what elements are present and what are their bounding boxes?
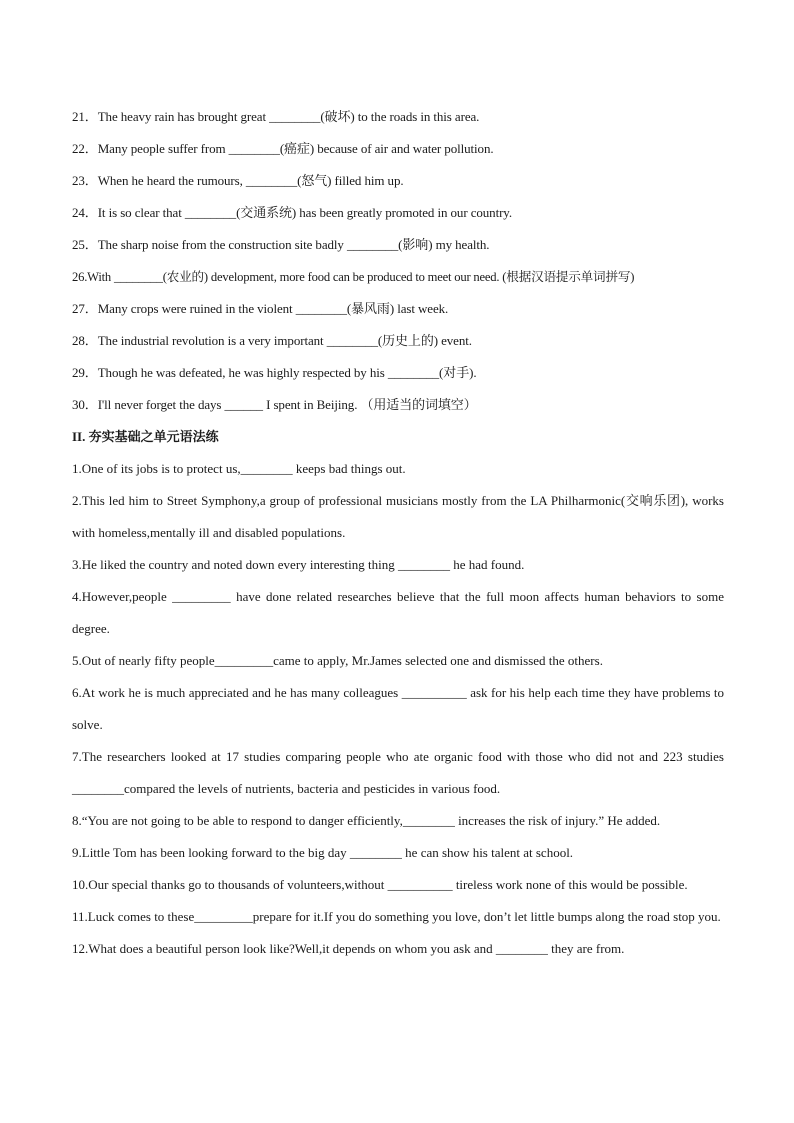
section-2-heading: II. 夯实基础之单元语法练 [72, 429, 219, 444]
question-22: 22．Many people suffer from ________(癌症) because of air and water pollution. [72, 141, 494, 156]
grammar-question-1: 1.One of its jobs is to protect us,________ keeps bad things out. [72, 461, 406, 476]
grammar-question-11: 11.Luck comes to these_________prepare for it.If you do something you love, don’t let little bumps along the road stop you. [72, 909, 721, 924]
grammar-question-3: 3.He liked the country and noted down every interesting thing ________ he had found. [72, 557, 525, 572]
question-21: 21．The heavy rain has brought great ________(破坏) to the roads in this area. [72, 109, 480, 124]
grammar-question-7: 7.The researchers looked at 17 studies comparing people who ate organic food with those who did not and 223 studies ________compared the levels of nutrients, bacteria and pesticides in various food. [72, 749, 724, 796]
grammar-question-4: 4.However,people _________ have done related researches believe that the full moon affects human behaviors to some degree. [72, 589, 724, 636]
question-29: 29．Though he was defeated, he was highly respected by his ________(对手). [72, 365, 477, 380]
exercise-content [72, 101, 724, 965]
grammar-question-6: 6.At work he is much appreciated and he has many colleagues __________ ask for his help each time they have problems to solve. [72, 685, 724, 732]
grammar-question-2: 2.This led him to Street Symphony,a group of professional musicians mostly from the LA Philharmonic(交响乐团), works with homeless,mentally ill and disabled populations. [72, 493, 724, 540]
grammar-question-12: 12.What does a beautiful person look like?Well,it depends on whom you ask and ________ they are from. [72, 941, 625, 956]
question-30: 30．I'll never forget the days ______ I spent in Beijing. （用适当的词填空） [72, 397, 477, 412]
grammar-question-5: 5.Out of nearly fifty people_________came to apply, Mr.James selected one and dismissed the others. [72, 653, 603, 668]
question-23: 23．When he heard the rumours, ________(怒气) filled him up. [72, 173, 404, 188]
question-24: 24．It is so clear that ________(交通系统) has been greatly promoted in our country. [72, 205, 513, 220]
question-26: 26.With ________(农业的) development, more food can be produced to meet our need. (根据汉语提示单词拼写) [72, 270, 635, 284]
question-27: 27．Many crops were ruined in the violent ________(暴风雨) last week. [72, 301, 449, 316]
grammar-question-9: 9.Little Tom has been looking forward to the big day ________ he can show his talent at school. [72, 845, 574, 860]
grammar-question-8: 8.“You are not going to be able to respond to danger efficiently,________ increases the risk of injury.” He added. [72, 813, 661, 828]
grammar-question-10: 10.Our special thanks go to thousands of volunteers,without __________ tireless work none of this would be possible. [72, 877, 688, 892]
question-28: 28．The industrial revolution is a very important ________(历史上的) event. [72, 333, 472, 348]
question-25: 25．The sharp noise from the construction site badly ________(影响) my health. [72, 237, 490, 252]
